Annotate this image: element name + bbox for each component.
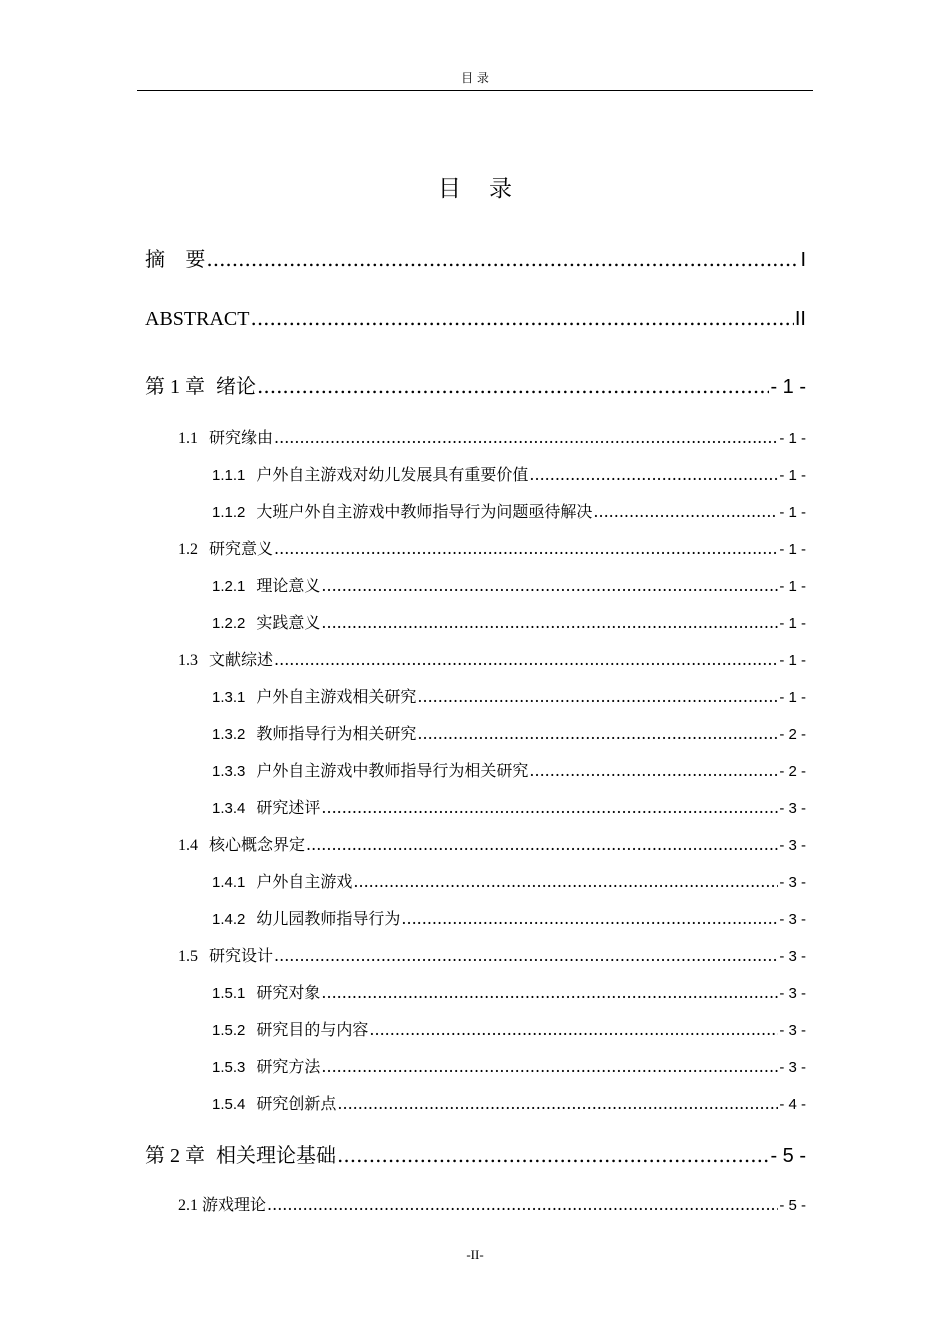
toc-leader (337, 1143, 769, 1167)
toc-leader (321, 983, 778, 1002)
toc-entry-page: II (794, 308, 806, 330)
toc-entry-title: 游戏理论 (202, 1195, 267, 1214)
toc-entry-title: 户外自主游戏对幼儿发展具有重要价值 (256, 465, 529, 484)
toc-entry-title: 户外自主游戏相关研究 (256, 687, 417, 706)
toc-entry-title: 研究创新点 (256, 1094, 337, 1113)
toc-title (0, 170, 950, 203)
toc-leader (417, 724, 778, 743)
page-number: -II- (466, 1247, 484, 1262)
toc-entry-title: 研究意义 (209, 539, 274, 558)
toc-entry-number: 1.3 (178, 652, 198, 669)
toc-entry-number: 2.1 (178, 1197, 198, 1214)
running-header: 目 录 (137, 68, 813, 91)
toc-leader (529, 465, 778, 484)
toc-leader (274, 650, 778, 669)
toc-title-char-1: 目 (438, 176, 461, 202)
toc-entry-page: - 1 - (779, 430, 806, 447)
toc-entry-number: 1.5.1 (212, 985, 246, 1002)
toc-leader (257, 374, 769, 398)
toc-entry-abstract-en[interactable] (145, 306, 806, 331)
toc-entry-number: 1.1.2 (212, 504, 246, 521)
toc-entry-number: 1.3.3 (212, 763, 246, 780)
toc-entry-page: - 4 - (779, 1096, 806, 1113)
toc-entry-1-4-1[interactable] (212, 869, 806, 892)
toc-entry-number: 1.2.2 (212, 615, 246, 632)
toc-entry-1-2[interactable] (178, 536, 806, 559)
toc-entry-title: 摘 要 (145, 247, 206, 271)
toc-entry-1-1[interactable] (178, 425, 806, 448)
toc-entry-title: 研究方法 (256, 1057, 321, 1076)
toc-leader (274, 539, 778, 558)
toc-entry-number: 1.1.1 (212, 467, 246, 484)
toc-entry-page: - 1 - (779, 467, 806, 484)
toc-leader (529, 761, 778, 780)
toc-entry-1-3-3[interactable] (212, 758, 806, 781)
toc-entry-1-1-1[interactable] (212, 462, 806, 485)
toc-entry-1-2-1[interactable] (212, 573, 806, 596)
toc-leader (337, 1094, 778, 1113)
toc-entry-number: 第 2 章 (145, 1145, 205, 1167)
toc-entry-page: - 2 - (779, 763, 806, 780)
toc-entry-title: 大班户外自主游戏中教师指导行为问题亟待解决 (256, 502, 593, 521)
toc-entry-number: 1.5.2 (212, 1022, 246, 1039)
toc-entry-number: 1.3.4 (212, 800, 246, 817)
toc-entry-title: 户外自主游戏中教师指导行为相关研究 (256, 761, 529, 780)
toc-entry-1-5[interactable] (178, 943, 806, 966)
toc-entry-chapter-1[interactable] (145, 370, 806, 399)
toc-leader (369, 1020, 778, 1039)
toc-entry-number: 1.5.4 (212, 1096, 246, 1113)
toc-leader (306, 835, 778, 854)
toc-entry-page: - 1 - (779, 578, 806, 595)
toc-entry-abstract-cn[interactable] (145, 243, 806, 272)
toc-entry-chapter-2[interactable] (145, 1139, 806, 1168)
toc-entry-title: 幼儿园教师指导行为 (256, 909, 401, 928)
toc-leader (417, 687, 778, 706)
toc-entry-number: 1.2 (178, 541, 198, 558)
toc-entry-1-5-4[interactable] (212, 1091, 806, 1114)
toc-entry-number: 1.5.3 (212, 1059, 246, 1076)
toc-leader (274, 946, 778, 965)
toc-entry-title: 理论意义 (256, 576, 321, 595)
toc-entry-number: 1.5 (178, 948, 198, 965)
toc-entry-page: - 3 - (779, 1059, 806, 1076)
toc-entry-1-1-2[interactable] (212, 499, 806, 522)
toc-entry-number: 1.4 (178, 837, 198, 854)
toc-entry-page: - 3 - (779, 948, 806, 965)
toc-entry-page: - 3 - (779, 1022, 806, 1039)
toc-entry-page: - 1 - (779, 615, 806, 632)
toc-entry-number: 1.3.2 (212, 726, 246, 743)
toc-entry-page: - 1 - (770, 376, 806, 398)
toc-entry-title: 研究设计 (209, 946, 274, 965)
toc-leader (250, 306, 793, 330)
toc-entry-page: - 1 - (779, 689, 806, 706)
toc-entry-number: 1.1 (178, 430, 198, 447)
toc-entry-1-2-2[interactable] (212, 610, 806, 633)
toc-entry-title: ABSTRACT (145, 308, 250, 330)
toc-leader (401, 909, 778, 928)
toc-entry-1-4[interactable] (178, 832, 806, 855)
toc-entry-number: 1.3.1 (212, 689, 246, 706)
toc-entry-title: 相关理论基础 (216, 1143, 336, 1167)
toc-entry-1-4-2[interactable] (212, 906, 806, 929)
toc-entry-page: I (800, 249, 806, 271)
toc-entry-title: 研究目的与内容 (256, 1020, 369, 1039)
toc-entry-number: 1.4.2 (212, 911, 246, 928)
toc-title-char-2: 录 (489, 176, 512, 202)
toc-entry-title: 研究述评 (256, 798, 321, 817)
toc-entry-number: 1.2.1 (212, 578, 246, 595)
toc-entry-2-1[interactable] (178, 1192, 806, 1215)
toc-leader (321, 1057, 778, 1076)
toc-leader (353, 872, 778, 891)
toc-entry-1-5-1[interactable] (212, 980, 806, 1003)
toc-entry-page: - 3 - (779, 800, 806, 817)
toc-entry-number: 第 1 章 (145, 376, 205, 398)
toc-entry-page: - 5 - (779, 1197, 806, 1214)
toc-leader (206, 247, 799, 271)
toc-entry-1-5-2[interactable] (212, 1017, 806, 1040)
toc-entry-page: - 1 - (779, 541, 806, 558)
toc-entry-1-3-1[interactable] (212, 684, 806, 707)
toc-entry-1-3-4[interactable] (212, 795, 806, 818)
toc-entry-page: - 3 - (779, 985, 806, 1002)
toc-entry-1-3[interactable] (178, 647, 806, 670)
toc-entry-page: - 3 - (779, 874, 806, 891)
toc-entry-number: 1.4.1 (212, 874, 246, 891)
toc-entry-title: 户外自主游戏 (256, 872, 353, 891)
toc-leader (274, 428, 778, 447)
toc-leader (321, 613, 778, 632)
toc-entry-page: - 1 - (779, 504, 806, 521)
toc-entry-page: - 2 - (779, 726, 806, 743)
toc-leader (321, 798, 778, 817)
toc-entry-title: 教师指导行为相关研究 (256, 724, 417, 743)
toc-entry-title: 研究缘由 (209, 428, 274, 447)
toc-entry-title: 核心概念界定 (209, 835, 306, 854)
toc-entry-title: 绪论 (216, 374, 256, 398)
toc-entry-1-3-2[interactable] (212, 721, 806, 744)
toc-entry-title: 研究对象 (256, 983, 321, 1002)
toc-entry-page: - 1 - (779, 652, 806, 669)
toc-leader (267, 1195, 778, 1214)
toc-entry-title: 文献综述 (209, 650, 274, 669)
toc-entry-page: - 3 - (779, 911, 806, 928)
toc-entry-1-5-3[interactable] (212, 1054, 806, 1077)
toc-leader (321, 576, 778, 595)
toc-entry-page: - 5 - (770, 1145, 806, 1167)
toc-entry-title: 实践意义 (256, 613, 321, 632)
toc-leader (593, 502, 778, 521)
toc-entry-page: - 3 - (779, 837, 806, 854)
